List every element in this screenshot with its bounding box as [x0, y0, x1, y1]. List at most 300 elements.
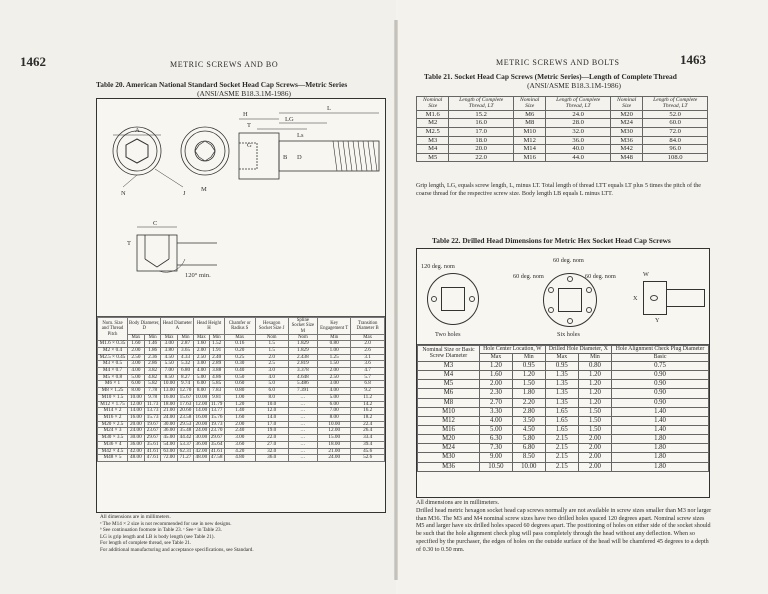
col-head-dia: Head Diameter A: [161, 318, 194, 335]
footnote: All dimensions are in millimeters.: [100, 514, 171, 520]
table-cell: M3 × 0.5: [98, 361, 128, 368]
table-cell: 2.40: [209, 354, 224, 361]
drill-hole: [586, 287, 592, 293]
table-cell: 4.0: [255, 374, 288, 381]
table-row: [418, 380, 709, 389]
table-cell: 47.58: [210, 454, 223, 461]
footnote: For length of complete thread, see Table 21.: [100, 540, 192, 546]
table-cell: 1.35: [545, 398, 578, 407]
table-cell: 19.73: [210, 420, 223, 427]
table-cell: 3.00: [318, 381, 351, 388]
table-cell: …: [288, 441, 317, 448]
table-cell: M24: [418, 444, 480, 453]
table-cell: 23.67: [144, 428, 161, 435]
table-cell: 48.00: [128, 455, 145, 462]
table-cell: 8.00: [194, 388, 209, 395]
table-cell: M10: [513, 128, 545, 137]
table-cell: 1.829: [288, 341, 317, 348]
table-row: [98, 455, 385, 462]
table-cell: 2.50: [318, 374, 351, 381]
table-cell: 3.378: [288, 367, 317, 374]
label-H: H: [243, 111, 248, 118]
table-cell: 2.00: [578, 444, 611, 453]
table-cell: 1.20: [578, 398, 611, 407]
table-cell: 2.30: [480, 389, 513, 398]
table-cell: 20.00: [128, 421, 145, 428]
label-L: L: [327, 105, 331, 112]
table-cell: …: [288, 408, 317, 415]
table-cell: 3.6: [351, 361, 385, 368]
table-cell: 36.00: [128, 441, 145, 448]
table-cell: 3.80: [161, 347, 177, 354]
drill-hole-side: [650, 295, 658, 301]
table-cell: 1.80: [612, 453, 709, 462]
table-cell: 35.61: [144, 441, 161, 448]
table-row: [418, 398, 709, 407]
table-cell: M42: [610, 145, 642, 154]
sub-min: Min: [177, 334, 193, 340]
table-cell: 54.00: [161, 441, 177, 448]
footnote: ᵇ See continuation footnote in Table 23. ᶜ See ᵃ in Table 23.: [100, 527, 222, 533]
table-cell: 2.20: [512, 398, 545, 407]
label-J: J: [183, 190, 186, 197]
col-transition-dia: Transition Diameter B: [351, 318, 385, 335]
table-cell: 0.90: [612, 398, 709, 407]
table-cell: M6: [418, 389, 480, 398]
col-spline-socket: Spline Socket Size M: [288, 318, 317, 335]
table-cell: 1.80: [612, 444, 709, 453]
table-cell: 15.00: [318, 435, 351, 442]
table-cell: 4.00: [128, 367, 145, 374]
table-cell: 0.95: [545, 361, 578, 370]
table-cell: 7.00: [161, 367, 177, 374]
table-cell: 96.0: [643, 145, 708, 154]
table-cell: 9.00: [480, 453, 513, 462]
label-G: G: [247, 142, 252, 149]
table-cell: 10.00: [512, 462, 545, 471]
table-cell: 2.00: [578, 462, 611, 471]
table-cell: M10: [418, 407, 480, 416]
table-cell: M3: [417, 136, 449, 145]
table-cell: 4.33: [177, 354, 193, 361]
drilled-head-drawing: [417, 249, 709, 345]
label-N: N: [121, 190, 126, 197]
table-cell: 7.83: [209, 388, 224, 395]
drill-hole: [548, 307, 554, 313]
sub-nom: Nom: [255, 334, 288, 340]
sub-max: Max: [128, 334, 145, 340]
table-cell: 36.00: [161, 428, 177, 435]
table-cell: 1.00: [224, 394, 255, 401]
table-cell: 2.50: [194, 354, 209, 361]
drill-hole: [469, 296, 475, 302]
col-nominal: Nominal Size or Basic Screw Diameter: [418, 346, 480, 362]
table-cell: 4.50: [512, 426, 545, 435]
table-cell: 7.00: [318, 408, 351, 415]
table-cell: 10.00: [195, 393, 208, 400]
table-cell: 1.20: [512, 371, 545, 380]
table22-notes: [416, 500, 712, 555]
table-cell: 5.85: [209, 381, 224, 388]
table-cell: 9.74: [177, 381, 193, 388]
table-cell: M1.6 × 0.35: [98, 341, 128, 348]
table-cell: M20 × 2.5: [98, 421, 128, 428]
drawing-text: [121, 105, 331, 279]
table-cell: 20.00: [195, 420, 208, 427]
table-cell: 1.20: [480, 361, 513, 370]
table-cell: 22.0: [449, 153, 514, 162]
table-cell: 0.40: [224, 367, 255, 374]
table-row: [418, 435, 709, 444]
table-cell: 13.77: [210, 407, 223, 414]
table-cell: 11.2: [351, 394, 385, 401]
table21-header: Length of Complete Thread, LT: [449, 97, 514, 111]
table-cell: 6.00: [128, 381, 145, 388]
table-cell: 72.00: [161, 455, 177, 462]
table-cell: 1.40: [612, 416, 709, 425]
table-cell: 10.00: [161, 381, 177, 388]
table-cell: M5: [417, 153, 449, 162]
table-cell: 8.00: [318, 414, 351, 421]
table-cell: M30 × 3.5: [98, 435, 128, 442]
two-hole-socket: [441, 287, 465, 311]
table-cell: 12.00: [128, 401, 145, 408]
table-cell: 21.00: [161, 408, 177, 415]
table-cell: 0.95: [512, 361, 545, 370]
table-cell: 84.0: [643, 136, 708, 145]
table-cell: 6.0: [255, 388, 288, 395]
table-cell: 0.75: [612, 361, 709, 370]
table-cell: 0.80: [578, 361, 611, 370]
table-cell: 41.61: [144, 448, 161, 455]
drill-hole: [548, 287, 554, 293]
table-cell: 2.00: [194, 347, 209, 354]
table-cell: M2.5: [417, 128, 449, 137]
table-cell: 2.00: [578, 435, 611, 444]
table-cell: 3.82: [144, 367, 161, 374]
table-cell: 5.50: [161, 361, 177, 368]
label-120deg: 120 deg. nom: [421, 263, 455, 270]
table20-frame: [96, 98, 386, 513]
table-cell: 1.5: [255, 347, 288, 354]
table-cell: 0.50: [224, 374, 255, 381]
table-cell: 5.00: [194, 374, 209, 381]
table-cell: 16.00: [128, 414, 145, 421]
table-cell: 2.40: [224, 428, 255, 435]
table-cell: M48: [610, 153, 642, 162]
drill-hole: [567, 318, 573, 324]
table-cell: 18.0: [449, 136, 514, 145]
table-cell: 1.40: [224, 408, 255, 415]
table-cell: M6: [513, 110, 545, 119]
sub-max: Max: [351, 334, 385, 340]
col-head-height: Head Height H: [194, 318, 225, 335]
table-cell: 16.0: [449, 119, 514, 128]
table-cell: M24: [610, 119, 642, 128]
table-cell: M16 × 2: [98, 414, 128, 421]
table-cell: 1.80: [612, 435, 709, 444]
table-cell: 8.50: [512, 453, 545, 462]
col-nom-size: Nom. Size and Thread Pitch: [98, 318, 128, 341]
table-cell: 14.0: [255, 414, 288, 421]
table-row: [418, 453, 709, 462]
table-cell: 108.0: [643, 153, 708, 162]
table-cell: 5.0: [255, 381, 288, 388]
label-W: W: [643, 271, 649, 278]
table-cell: 8.00: [128, 388, 145, 395]
table-cell: 2.438: [288, 354, 317, 361]
sub-nom: Nom: [288, 334, 317, 340]
table20-body: [98, 341, 385, 462]
sub-min: Min: [318, 334, 351, 340]
table-cell: 35.48: [177, 428, 193, 435]
table-cell: M36: [418, 462, 480, 471]
table-cell: M12: [418, 416, 480, 425]
table-cell: 30.00: [195, 434, 208, 441]
table-cell: 1.60: [128, 341, 145, 348]
table-cell: 17.0: [449, 128, 514, 137]
table-cell: 29.67: [210, 434, 223, 441]
table-cell: 39.4: [351, 441, 385, 448]
table-cell: 2.819: [288, 361, 317, 368]
table-cell: 5.82: [144, 381, 161, 388]
table-cell: 10.00: [128, 394, 145, 401]
table-cell: 35.64: [210, 440, 223, 447]
table-cell: 22.0: [255, 435, 288, 442]
table-cell: 1.50: [512, 380, 545, 389]
table-cell: M14: [513, 145, 545, 154]
table-cell: 1.52: [209, 341, 224, 348]
table-cell: 29.53: [177, 421, 193, 428]
table-cell: 36.0: [546, 136, 611, 145]
table-cell: 44.42: [177, 435, 193, 442]
table-cell: 10.50: [480, 462, 513, 471]
table-cell: 2.00: [578, 453, 611, 462]
label-T: T: [247, 122, 251, 129]
table-cell: 3.00: [161, 341, 177, 348]
table-cell: 2.0: [255, 354, 288, 361]
sub-max: Max: [161, 334, 177, 340]
table-cell: 7.30: [480, 444, 513, 453]
table-cell: M42 × 4.5: [98, 448, 128, 455]
table-cell: M2: [417, 119, 449, 128]
table-cell: 1.60: [224, 414, 255, 421]
table-cell: 13.00: [161, 388, 177, 395]
table20-caption: [96, 80, 392, 99]
table-cell: 20.60: [177, 408, 193, 415]
table-cell: 4.00: [194, 367, 209, 374]
table-cell: 71.27: [177, 455, 193, 462]
table-cell: 52.6: [351, 455, 385, 462]
table-cell: M5 × 0.8: [98, 374, 128, 381]
table-cell: 32.0: [255, 448, 288, 455]
table-cell: 2.87: [177, 341, 193, 348]
table21: [416, 96, 708, 162]
table-cell: 8.0: [255, 394, 288, 401]
table21-title: Table 21. Socket Head Cap Screws (Metric Series)—Length of Complete Thread: [424, 72, 677, 81]
table-cell: 0.80: [224, 388, 255, 395]
table-cell: 44.0: [546, 153, 611, 162]
table-cell: 3.50: [512, 416, 545, 425]
table-cell: 1.40: [612, 407, 709, 416]
table-cell: 41.61: [210, 447, 223, 454]
table-cell: M48 × 5: [98, 455, 128, 462]
table-cell: 2.86: [144, 361, 161, 368]
table-cell: 5.00: [480, 426, 513, 435]
table-cell: 1.80: [612, 462, 709, 471]
table-row: [418, 444, 709, 453]
drill-hole: [586, 307, 592, 313]
table-row: [418, 389, 709, 398]
table-cell: M10 × 1.5: [98, 394, 128, 401]
table-cell: 24.0: [546, 110, 611, 119]
left-running-head: METRIC SCREWS AND BO: [170, 60, 279, 69]
table-cell: …: [288, 421, 317, 428]
table-cell: M36: [610, 136, 642, 145]
table-cell: 6.8: [351, 381, 385, 388]
table-cell: 2.15: [545, 462, 578, 471]
label-A: A: [135, 127, 140, 134]
table-cell: M16: [418, 426, 480, 435]
table-cell: 63.00: [161, 448, 177, 455]
label-angle: 120° min.: [185, 272, 211, 279]
label-60deg-c: 60 deg. nom: [585, 273, 616, 280]
table-row: [98, 347, 385, 354]
table-cell: M30: [610, 128, 642, 137]
col-drilled-hole: Drilled Hole Diameter, X: [545, 346, 611, 354]
table20: [97, 317, 385, 462]
table-cell: 1.60: [194, 341, 209, 348]
table-cell: 8.50: [161, 374, 177, 381]
table-cell: M4: [417, 145, 449, 154]
table20-notes: [100, 514, 390, 553]
table-cell: 12.00: [318, 428, 351, 435]
table-cell: 48.00: [195, 454, 208, 461]
table-cell: 0.60: [224, 381, 255, 388]
table-cell: 14.2: [351, 401, 385, 408]
table22: [417, 345, 709, 472]
table-row: [417, 128, 708, 137]
table-cell: 4.86: [209, 374, 224, 381]
table-cell: 2.6: [351, 347, 385, 354]
table21-header: Nominal Size: [513, 97, 545, 111]
table22-caption: Table 22. Drilled Head Dimensions for Metric Hex Socket Head Cap Screws: [432, 236, 671, 245]
table-cell: 36.00: [195, 440, 208, 447]
label-Y: Y: [655, 317, 660, 324]
sub-min: Min: [578, 353, 611, 361]
table-cell: 11.73: [144, 401, 161, 408]
table-cell: 2.0: [351, 341, 385, 348]
table20-title: Table 20. American National Standard Socket Head Cap Screws—Metric Series: [96, 80, 348, 89]
footnote: LG is grip length and LB is body length (see Table 21).: [100, 533, 215, 540]
table-cell: 1.65: [545, 407, 578, 416]
col-hole-center: Hole Center Location, W: [480, 346, 546, 354]
table-row: [417, 153, 708, 162]
screw-side-view: [239, 113, 379, 179]
table-cell: 0.20: [224, 347, 255, 354]
table-cell: 2.80: [512, 407, 545, 416]
table-cell: 2.00: [480, 380, 513, 389]
label-D: D: [297, 154, 302, 161]
table-cell: 1.50: [318, 361, 351, 368]
table-cell: 3.30: [480, 407, 513, 416]
table-cell: 0.30: [224, 361, 255, 368]
table-cell: 17.0: [255, 421, 288, 428]
table-row: [418, 361, 709, 370]
right-page-number: 1463: [680, 52, 706, 67]
label-six-holes: Six holes: [557, 331, 580, 338]
table-cell: 0.90: [612, 371, 709, 380]
table-cell: 18.2: [351, 414, 385, 421]
table-cell: M14 × 2: [98, 408, 128, 415]
table-cell: 4.648: [288, 374, 317, 381]
table-cell: M4: [418, 371, 480, 380]
footnote: For additional manufacturing and acceptance specifications, see Standard.: [100, 546, 254, 553]
table-cell: 1.65: [545, 416, 578, 425]
table-cell: 1.50: [578, 407, 611, 416]
table-cell: 29.67: [144, 435, 161, 442]
table-cell: 16.00: [195, 413, 208, 420]
table-cell: 11.79: [210, 400, 223, 407]
table-cell: 1.50: [578, 426, 611, 435]
table-cell: M12: [513, 136, 545, 145]
table-cell: 2.00: [128, 347, 145, 354]
table-cell: 45.00: [161, 435, 177, 442]
table-cell: M4 × 0.7: [98, 367, 128, 374]
screw-drawing: [97, 99, 385, 317]
table-cell: 0.90: [612, 389, 709, 398]
table21-header-row: [417, 97, 708, 111]
drill-hole: [431, 296, 437, 302]
table-cell: 27.0: [255, 441, 288, 448]
table-cell: 2.89: [209, 361, 224, 368]
left-page-number: 1462: [20, 54, 46, 69]
table-row: [417, 110, 708, 119]
sub-max: Max: [545, 353, 578, 361]
table-cell: 3.0: [255, 367, 288, 374]
right-page: [398, 0, 768, 594]
table-cell: 1.65: [545, 426, 578, 435]
table21-note: Grip length, LG, equals screw length, L, minus LT. Total length of thread LTT equals LT plus 5 times the pitch of the coarse thread for the respective screw size. Body length LB equals L minus LTT.: [416, 183, 701, 197]
table-cell: 9.81: [209, 394, 224, 401]
table-cell: 12.70: [177, 388, 193, 395]
col-hex-socket: Hexagon Socket Size J: [255, 318, 288, 335]
table-cell: M8: [418, 398, 480, 407]
table-cell: 16.00: [161, 394, 177, 401]
table-cell: 4.50: [161, 354, 177, 361]
table-cell: 16.2: [351, 408, 385, 415]
label-Lg: LG: [285, 116, 294, 123]
table-cell: 1.829: [288, 347, 317, 354]
table-cell: 5.00: [128, 374, 145, 381]
table-cell: 2.00: [318, 367, 351, 374]
table-cell: 7.391: [288, 388, 317, 395]
table-cell: 15.76: [210, 413, 223, 420]
table-cell: 1.50: [578, 416, 611, 425]
table-cell: …: [288, 401, 317, 408]
table-cell: 8.27: [177, 374, 193, 381]
label-C: C: [153, 220, 158, 227]
table-cell: 36.0: [255, 455, 288, 462]
thread-lines: [333, 141, 377, 171]
table-cell: 2.15: [545, 435, 578, 444]
table-cell: 42.00: [195, 447, 208, 454]
table-cell: 3.88: [209, 367, 224, 374]
table-row: [417, 145, 708, 154]
table-cell: M12 × 1.75: [98, 401, 128, 408]
label-Ls: Ls: [297, 132, 304, 139]
table-cell: 42.00: [128, 448, 145, 455]
